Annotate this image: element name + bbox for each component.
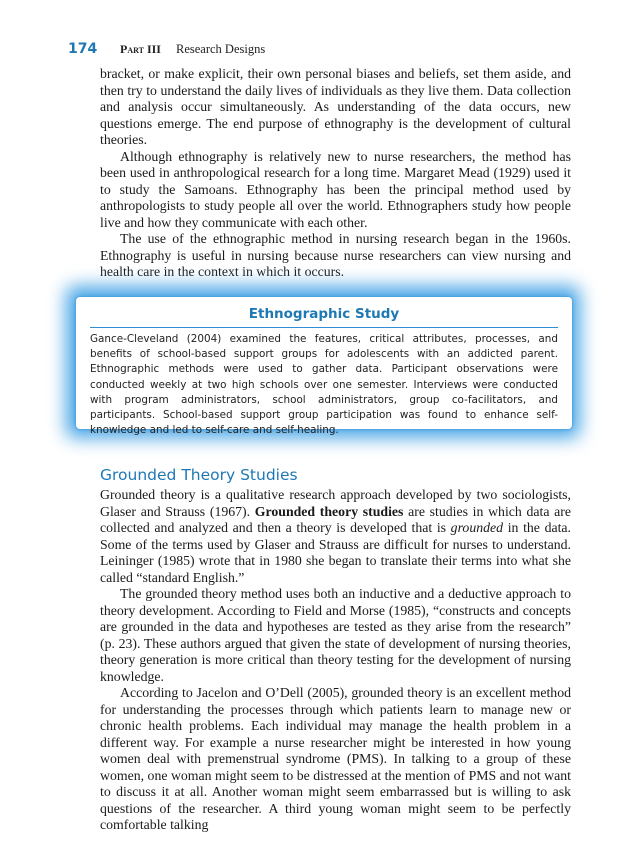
paragraph: Although ethnography is relatively new to nurse researchers, the method has been used in anthropological research for a long time. Margaret Mead (1929) used it to study the Samoans. Ethnography has been the principal method used by anthropologists to study people all over the world. Ethnographers study how people live and how they communicate with each other. <box>100 148 571 230</box>
paragraph <box>100 487 571 586</box>
text-run: are studies in which data are collected and analyzed and then a theory is developed that is <box>100 503 571 535</box>
paragraph: The grounded theory method uses both an inductive and a deductive approach to theory development. According to Field and Morse (1985), “constructs and concepts are grounded in the data and hypotheses are tested as they arise from the research” (p. 23). These authors argued that given the state of development of nursing theories, theory generation is more critical than theory testing for the development of nursing knowledge. <box>100 586 571 684</box>
callout-divider <box>90 327 558 328</box>
part-label: Part III <box>120 42 161 56</box>
top-text-block <box>100 66 571 281</box>
text-run: Grounded theory is a qualitative research approach developed by two sociologists, Glaser and Strauss (1967). <box>100 487 571 519</box>
key-term: Grounded theory studies <box>254 503 404 519</box>
paragraph: According to Jacelon and O’Dell (2005), grounded theory is an excellent method for understanding the processes through which patients learn to manage new or chronic health problems. Each individual may manage the health problem in a different way. For example a nurse researcher might be interested in how young women deal with premenstrual syndrome (PMS). In talking to a group of these women, one woman might seem to be distressed at the mention of PMS and not want to discuss it at all. Another woman might seem embarrassed but is willing to ask questions of the researcher. A third young woman might seem to be perfectly comfortable talking <box>100 685 571 832</box>
running-title: Research Designs <box>176 42 266 56</box>
callout-title: Ethnographic Study <box>248 306 400 322</box>
page-number: 174 <box>68 41 98 57</box>
section-heading: Grounded Theory Studies <box>100 466 298 484</box>
ethnographic-study-callout <box>76 297 572 437</box>
paragraph: bracket, or make explicit, their own personal biases and beliefs, set them aside, and then try to understand the daily lives of individuals as they live them. Data collection and analysis occur simultaneously. As understanding of the data occurs, new questions emerge. The end purpose of ethnography is the development of cultural theories. <box>100 66 571 147</box>
callout-body: Gance-Cleveland (2004) examined the features, critical attributes, processes, and benefits of school-based support groups for adolescents with an addicted parent. Ethnographic methods were used to gather data. Participant observations were conducted weekly at two high schools over one semester. Interviews were conducted with program administrators, school administrators, group co-facilitators, and participants. School-based support group participation was found to enhance self-knowledge and led to self-care and self-healing. <box>90 333 558 437</box>
emphasis: grounded <box>450 520 504 535</box>
grounded-theory-text <box>100 487 571 834</box>
text-run: in the data. Some of the terms used by Glaser and Strauss are difficult for nurses to understand. Leininger (1985) wrote that in 1980 she began to translate their terms into what she called “standard English.” <box>100 520 571 585</box>
paragraph: The use of the ethnographic method in nursing research began in the 1960s. Ethnography is useful in nursing because nurse researchers can view nursing and health care in the context in which it occurs. <box>100 231 571 279</box>
